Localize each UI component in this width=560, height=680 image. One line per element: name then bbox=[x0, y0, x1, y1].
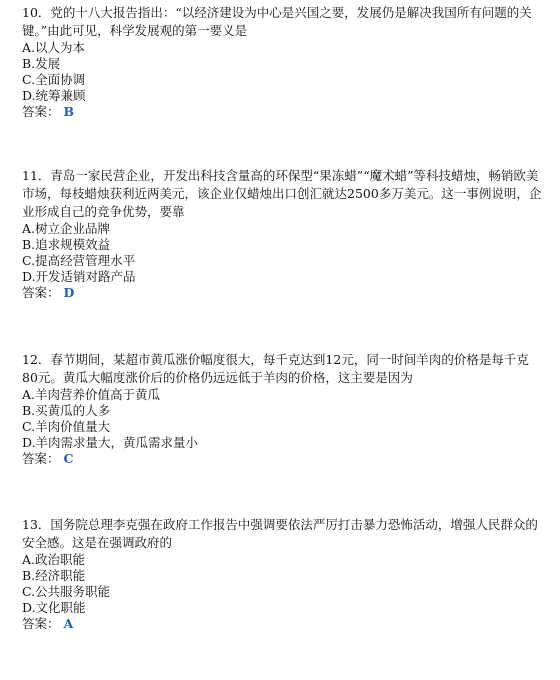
question-13-option-d: D.文化职能 bbox=[22, 600, 86, 615]
question-10-option-d: D.统筹兼顾 bbox=[22, 88, 86, 103]
question-10-option-c: C.全面协调 bbox=[22, 72, 86, 87]
question-11-stem: 11．青岛一家民营企业，开发出科技含量高的环保型“果冻蜡”“魔术蜡”等科技蜡烛，畅销欧美市场，每枝蜡烛获利近两美元，该企业仅蜡烛出口创汇就达2500多万美元。这一事例说明，企业形成自己的竞争优势，要靠 bbox=[22, 168, 542, 219]
answer-value: A bbox=[63, 616, 74, 631]
question-13-answer bbox=[22, 616, 542, 632]
question-13-option-c: C.公共服务职能 bbox=[22, 584, 111, 599]
question-11-option-c: C.提高经营管理水平 bbox=[22, 253, 136, 268]
answer-label: 答案： bbox=[22, 616, 60, 631]
question-12-stem: 12．春节期间，某超市黄瓜涨价幅度很大，每千克达到12元，同一时间羊肉的价格是每千克80元。黄瓜大幅度涨价后的价格仍远远低于羊肉的价格，这主要是因为 bbox=[22, 352, 529, 385]
question-12 bbox=[22, 351, 542, 467]
question-12-option-c: C.羊肉价值量大 bbox=[22, 419, 111, 434]
question-10-stem: 10．党的十八大报告指出：“以经济建设为中心是兴国之要，发展仍是解决我国所有问题的关键。”由此可见，科学发展观的第一要义是 bbox=[22, 5, 532, 38]
question-11-option-a: A.树立企业品牌 bbox=[22, 221, 111, 236]
question-10-answer bbox=[22, 104, 542, 120]
question-12-option-b: B.买黄瓜的人多 bbox=[22, 403, 111, 418]
answer-label: 答案： bbox=[22, 285, 60, 300]
question-13-option-b: B.经济职能 bbox=[22, 568, 86, 583]
question-12-option-a: A.羊肉营养价值高于黄瓜 bbox=[22, 387, 161, 402]
question-11 bbox=[22, 167, 542, 301]
question-11-option-b: B.追求规模效益 bbox=[22, 237, 111, 252]
question-11-option-d: D.开发适销对路产品 bbox=[22, 269, 136, 284]
question-13 bbox=[22, 516, 542, 632]
question-10-option-a: A.以人为本 bbox=[22, 40, 86, 55]
question-13-stem: 13．国务院总理李克强在政府工作报告中强调要依法严厉打击暴力恐怖活动，增强人民群众的安全感。这是在强调政府的 bbox=[22, 517, 538, 550]
answer-label: 答案： bbox=[22, 451, 60, 466]
question-document bbox=[22, 4, 542, 632]
answer-value: B bbox=[63, 104, 75, 119]
answer-value: D bbox=[63, 285, 75, 300]
question-11-answer bbox=[22, 285, 542, 301]
question-10 bbox=[22, 4, 542, 120]
question-12-answer bbox=[22, 451, 542, 467]
answer-value: C bbox=[63, 451, 74, 466]
answer-label: 答案： bbox=[22, 104, 60, 119]
question-13-option-a: A.政治职能 bbox=[22, 552, 86, 567]
question-10-option-b: B.发展 bbox=[22, 56, 61, 71]
question-12-option-d: D.羊肉需求量大，黄瓜需求量小 bbox=[22, 435, 199, 450]
